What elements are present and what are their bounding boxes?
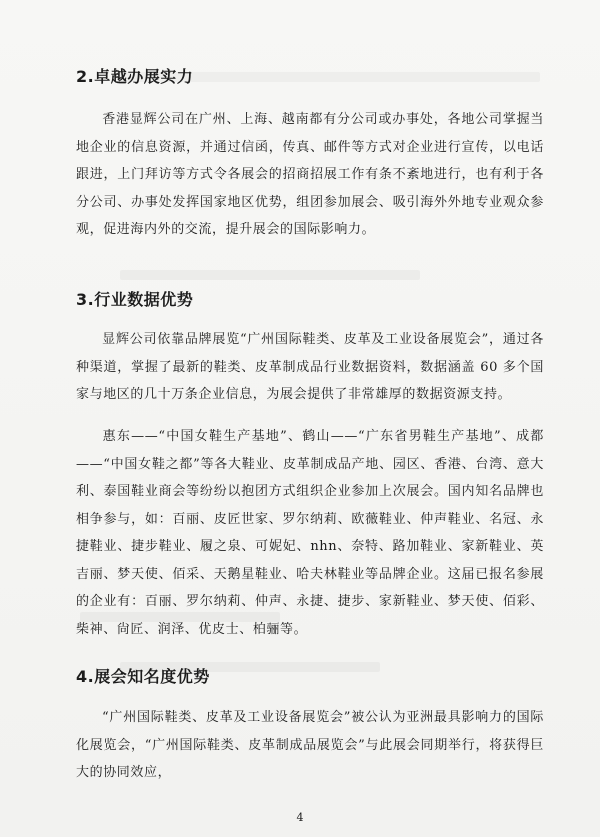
paragraph-data: 显辉公司依靠品牌展览“广州国际鞋类、皮革及工业设备展览会”，通过各种渠道，掌握了最新的鞋类、皮革制成品行业数据资料，数据涵盖 60 多个国家与地区的几十万条企业信息，为展会提供了非常雄厚的数据资源支持。 — [76, 332, 544, 402]
paragraph-exhibitors: 惠东——“中国女鞋生产基地”、鹤山——“广东省男鞋生产基地”、成都——“中国女鞋之都”等各大鞋业、皮革制成品产地、园区、香港、台湾、意大利、泰国鞋业商会等纷纷以抱团方式组织企业参加上次展会。国内知名品牌也相争参与，如：百丽、皮匠世家、罗尔纳莉、欧薇鞋业、仲声鞋业、名冠、永捷鞋业、捷步鞋业、履之泉、可妮妃、nhn、奈特、路加鞋业、家新鞋业、英吉丽、梦天使、佰采、天鹅星鞋业、哈夫林鞋业等品牌企业。这届已报名参展的企业有：百丽、罗尔纳莉、仲声、永捷、捷步、家新鞋业、梦天使、佰彩、柴神、尙匠、润泽、优皮士、柏骊等。 — [76, 429, 544, 637]
paragraph-capability: 香港显辉公司在广州、上海、越南都有分公司或办事处，各地公司掌握当地企业的信息资源，并通过信函，传真、邮件等方式对企业进行宣传，以电话跟进，上门拜访等方式令各展会的招商招展工作有条不紊地进行，也有利于各分公司、办事处发挥国家地区优势，组团参加展会、吸引海外外地专业观众参观，促进海内外的交流，提升展会的国际影响力。 — [76, 112, 544, 237]
section-heading-reputation: 4.展会知名度优势 — [76, 667, 210, 686]
show-through-line — [120, 270, 420, 280]
page-number: 4 — [296, 811, 304, 824]
paragraph-reputation: “广州国际鞋类、皮革及工业设备展览会”被公认为亚洲最具影响力的国际化展览会，“广州国际鞋类、皮革制成品展览会”与此展会同期举行，将获得巨大的协同效应， — [76, 710, 544, 780]
section-heading-capability: 2.卓越办展实力 — [76, 67, 194, 86]
section-heading-data: 3.行业数据优势 — [76, 290, 194, 309]
